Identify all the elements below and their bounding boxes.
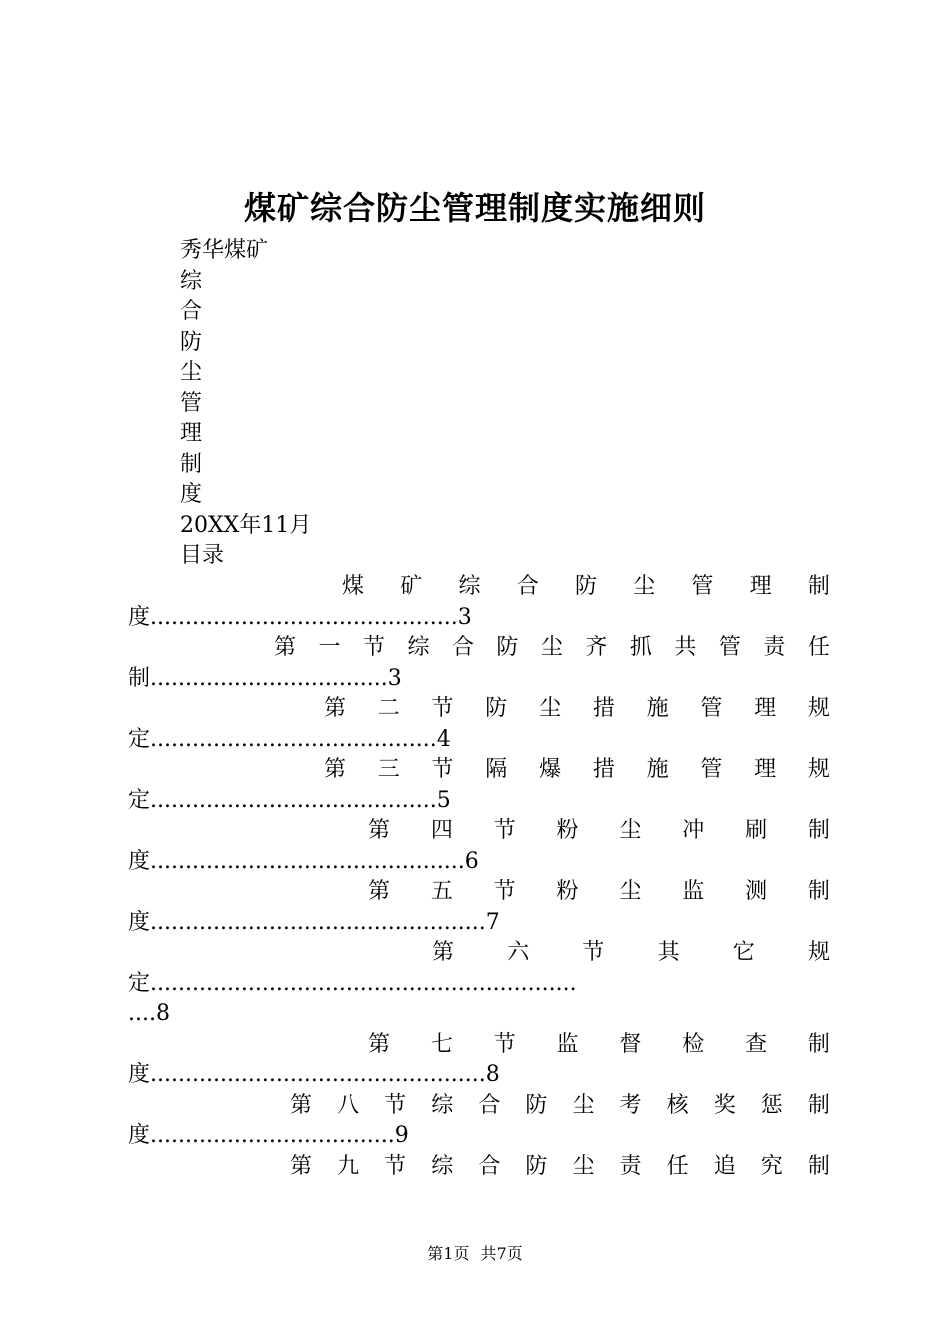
toc-heading-char: 尘 [572,1092,595,1118]
toc-heading-char: 究 [760,1153,783,1179]
toc-heading-char: 施 [646,696,669,721]
toc-heading-char: 综 [458,574,481,599]
toc-dot-leader: ......................................... [150,787,437,813]
toc-entry-heading [128,694,830,725]
toc-entry-heading [128,572,830,603]
toc-heading-char: 理 [754,757,777,782]
toc-heading-end: 度 [128,848,151,874]
toc-heading-char: 防 [574,574,597,599]
toc-heading-char: 综 [431,1153,454,1179]
toc-heading-end: 定 [128,787,151,813]
toc-heading-char: 第 [368,1031,391,1057]
toc-heading-char: 防 [525,1153,548,1179]
toc-dot-leader: ............................................. [150,848,465,874]
toc-dot-leader: ............................................................. [150,970,577,996]
toc-heading-char: 管 [691,574,714,599]
toc-dot-leader: ............................................ [150,604,458,630]
intro-line: 合 [180,299,203,324]
toc-heading-char: 惩 [760,1092,783,1118]
toc-entry[interactable] [128,633,830,694]
toc-entry-leader [128,908,830,939]
toc-heading-char: 粉 [556,879,579,904]
toc-entry-leader [128,969,830,1000]
toc-entry[interactable] [128,1030,830,1091]
toc-entry[interactable] [128,755,830,816]
intro-line: 制 [180,451,203,477]
toc-heading-char: 七 [430,1031,453,1057]
toc-heading-char: 制 [807,574,830,599]
toc-heading-char: 合 [451,635,474,660]
toc-heading-end: 度 [128,1123,151,1148]
toc-heading-char: 第 [432,940,455,965]
toc-heading-char: 粉 [556,818,579,843]
toc-heading-char: 制 [807,879,830,904]
toc-heading-char: 制 [807,1092,830,1118]
toc-heading-char: 第 [368,818,391,843]
intro-line: 防 [180,329,203,355]
toc-heading-char: 第 [368,879,391,904]
toc-entry-leader [128,1060,830,1091]
table-of-contents [128,572,830,1182]
toc-entry[interactable] [128,1091,830,1152]
toc-heading-char: 抓 [629,635,652,660]
toc-entry[interactable] [128,1152,830,1183]
toc-heading-char: 齐 [585,635,608,660]
toc-heading-char: 它 [732,940,755,965]
toc-heading-char: 核 [666,1092,689,1118]
toc-heading-end: 度 [128,909,151,935]
toc-heading-char: 监 [556,1031,579,1057]
toc-heading-char: 合 [516,574,539,599]
intro-line: 理 [180,421,203,446]
toc-heading-char: 任 [807,635,830,660]
toc-heading-char: 追 [713,1153,736,1179]
toc-entry-heading [128,938,830,969]
toc-entry-heading [128,1152,830,1183]
intro-block [180,236,311,572]
toc-heading-char: 八 [337,1092,360,1118]
toc-entry-heading [128,1091,830,1122]
toc-heading-char: 四 [430,818,453,843]
toc-heading-char: 第 [290,1092,313,1118]
toc-entry[interactable] [128,877,830,938]
toc-heading-char: 其 [657,940,680,965]
toc-heading-char: 管 [700,757,723,782]
toc-dot-leader: .................................. [150,665,388,691]
toc-heading-char: 防 [525,1092,548,1118]
toc-heading-char: 管 [718,635,741,660]
toc-heading-char: 尘 [540,635,563,660]
toc-heading-char: 尘 [539,696,562,721]
toc-heading-char: 节 [493,1031,516,1057]
toc-heading-char: 尘 [619,818,642,843]
toc-heading-char: 节 [431,696,454,721]
toc-page-number: 6 [464,848,479,874]
intro-line: 目录 [180,543,225,568]
toc-heading-char: 监 [682,879,705,904]
toc-entry-heading [128,755,830,786]
toc-heading-char: 综 [407,635,430,660]
toc-heading-char: 节 [431,757,454,782]
toc-heading-char: 任 [666,1153,689,1179]
toc-entry-heading [128,877,830,908]
toc-heading-char: 奖 [713,1092,736,1118]
intro-line: 度 [180,482,203,507]
document-title: 煤矿综合防尘管理制度实施细则 [243,189,706,227]
toc-heading-char: 六 [507,940,530,965]
toc-page-number: 8 [485,1062,500,1087]
toc-heading-char: 查 [745,1031,768,1057]
toc-heading-char: 第 [290,1153,313,1179]
toc-heading-char: 规 [807,940,830,965]
toc-heading-char: 措 [592,696,615,721]
toc-entry[interactable] [128,572,830,633]
page-number: 第1页 [427,1244,470,1263]
toc-entry-heading [128,633,830,664]
toc-dot-leader: .... [128,1001,156,1026]
toc-heading-char: 三 [377,757,400,782]
toc-heading-char: 综 [431,1092,454,1118]
toc-heading-char: 合 [478,1153,501,1179]
toc-heading-char: 责 [619,1153,642,1179]
toc-dot-leader: ................................................ [150,909,486,935]
toc-heading-char: 管 [700,696,723,721]
toc-entry-leader [128,603,830,634]
toc-entry-leader [128,1121,830,1152]
toc-heading-char: 隔 [485,757,508,782]
intro-line: 秀华煤矿 [180,238,269,263]
toc-page-number: 3 [457,604,472,630]
toc-heading-end: 度 [128,1062,151,1087]
toc-heading-char: 检 [682,1031,705,1057]
toc-page-number: 9 [394,1123,409,1148]
toc-page-number: 7 [485,909,500,935]
toc-heading-char: 尘 [633,574,656,599]
toc-entry-leader [128,725,830,756]
toc-heading-char: 测 [745,879,768,904]
toc-heading-char: 责 [763,635,786,660]
intro-line: 综 [180,268,203,294]
toc-heading-char: 节 [362,635,385,660]
toc-heading-char: 矿 [400,574,423,599]
toc-heading-char: 尘 [572,1153,595,1179]
toc-heading-char: 规 [807,696,830,721]
toc-heading-char: 制 [807,1153,830,1179]
toc-entry[interactable] [128,694,830,755]
toc-entry[interactable] [128,938,830,1030]
toc-heading-char: 爆 [539,757,562,782]
toc-heading-char: 节 [384,1092,407,1118]
toc-heading-char: 理 [749,574,772,599]
toc-heading-end: 制 [128,665,151,691]
toc-heading-char: 考 [619,1092,642,1118]
toc-heading-char: 一 [318,635,341,660]
toc-heading-char: 刷 [745,818,768,843]
toc-heading-char: 节 [493,818,516,843]
toc-heading-char: 规 [807,757,830,782]
toc-page-number: 5 [436,787,451,813]
toc-dot-leader: ................................... [150,1123,395,1148]
toc-entry-heading [128,1030,830,1061]
toc-heading-char: 施 [646,757,669,782]
intro-line: 尘 [180,360,203,385]
page-total: 共7页 [480,1244,523,1263]
toc-heading-char: 制 [807,1031,830,1057]
toc-heading-char: 理 [754,696,777,721]
toc-heading-char: 第 [324,757,347,782]
intro-line: 20XX年11月 [180,512,312,538]
toc-heading-end: 度 [128,604,151,630]
toc-heading-char: 煤 [342,574,365,599]
page-footer [0,1242,950,1266]
toc-entry-heading [128,816,830,847]
toc-dot-leader: ................................................ [150,1062,486,1087]
toc-heading-char: 第 [324,696,347,721]
toc-heading-char: 措 [592,757,615,782]
toc-entry-leader [128,786,830,817]
toc-page-number: 4 [436,726,451,752]
toc-heading-char: 节 [493,879,516,904]
toc-heading-char: 督 [619,1031,642,1057]
intro-line: 管 [180,390,203,416]
toc-heading-char: 制 [807,818,830,843]
toc-heading-char: 共 [674,635,697,660]
toc-entry-leader [128,664,830,695]
toc-heading-char: 节 [582,940,605,965]
toc-heading-char: 合 [478,1092,501,1118]
toc-page-number: 3 [387,665,402,691]
toc-dot-leader: ......................................... [150,726,437,752]
toc-heading-char: 二 [377,696,400,721]
toc-heading-char: 冲 [682,818,705,843]
toc-page-number: 8 [155,1001,170,1026]
toc-heading-char: 第 [274,635,297,660]
toc-heading-char: 九 [337,1153,360,1179]
toc-heading-char: 防 [485,696,508,721]
toc-heading-char: 尘 [619,879,642,904]
toc-heading-char: 节 [384,1153,407,1179]
toc-heading-end: 定 [128,970,151,996]
toc-entry-leader-wrap [128,999,830,1030]
toc-entry[interactable] [128,816,830,877]
toc-heading-char: 防 [496,635,519,660]
toc-entry-leader [128,847,830,878]
toc-heading-char: 五 [430,879,453,904]
toc-heading-end: 定 [128,726,151,752]
